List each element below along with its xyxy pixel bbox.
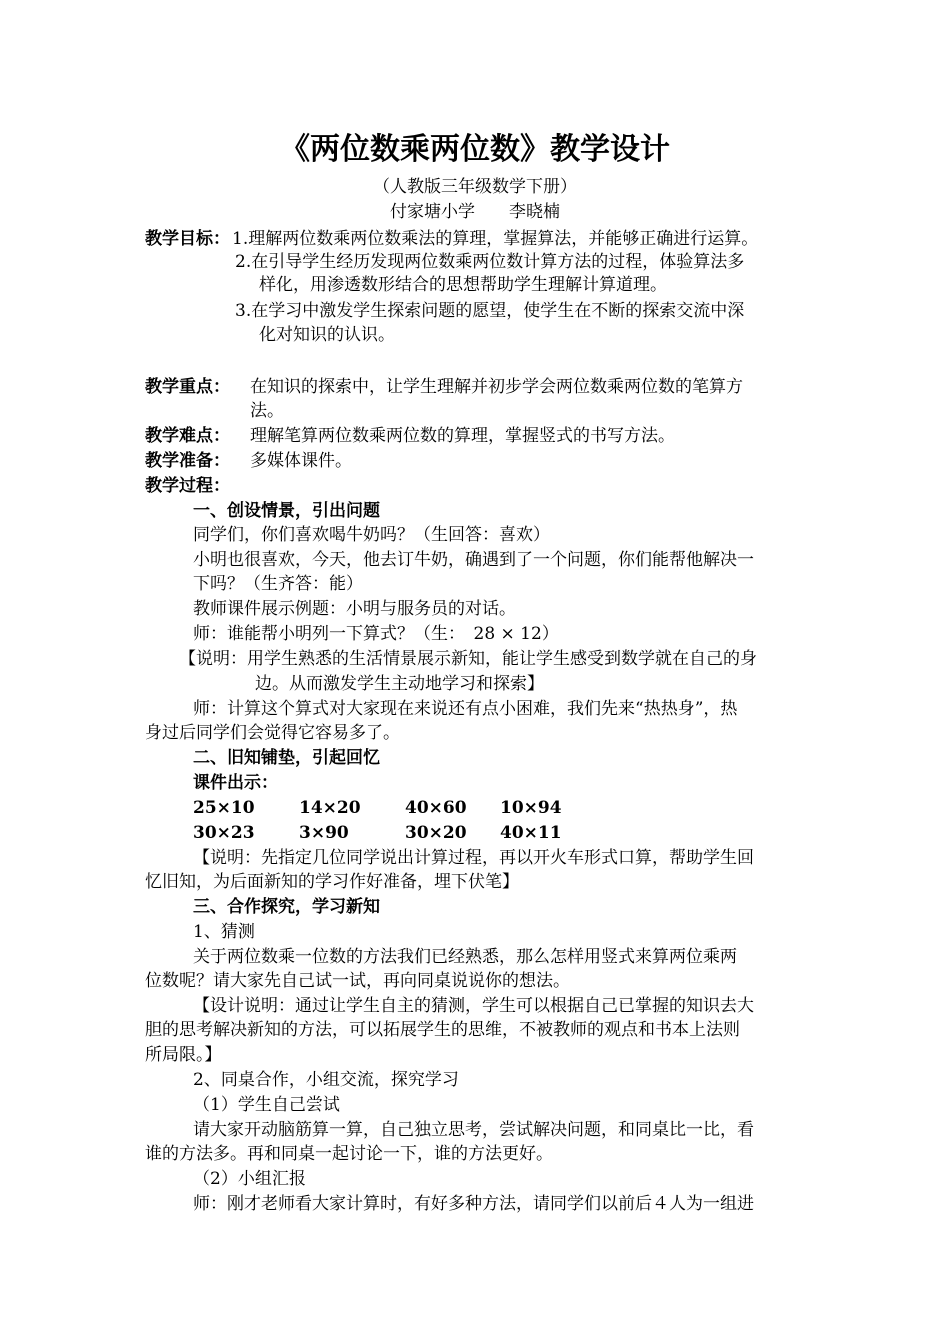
prep-label: 教学准备：: [145, 451, 230, 471]
difficulty-text: 理解笔算两位数乘两位数的算理，掌握竖式的书写方法。: [250, 426, 675, 446]
goal-3: 3.在学习中激发学生探索问题的愿望，使学生在不断的探索交流中深: [235, 301, 745, 321]
design-note-1: 【设计说明：通过让学生自主的猜测，学生可以根据自己已掌握的知识去大: [193, 996, 754, 1016]
calc-2-2: 3×90: [299, 823, 349, 843]
s1-line-1: 同学们，你们喜欢喝牛奶吗？（生回答：喜欢）: [193, 525, 550, 545]
goal-2-cont: 样化，用渗透数形结合的思想帮助学生理解计算道理。: [259, 275, 667, 295]
guess-line-1: 关于两位数乘一位数的方法我们已经熟悉，那么怎样用竖式来算两位乘两: [193, 947, 737, 967]
design-note-2: 胆的思考解决新知的方法，可以拓展学生的思维，不被教师的观点和书本上法则: [145, 1020, 740, 1040]
goals-label: 教学目标：: [145, 229, 230, 249]
calc-2-3: 30×20: [405, 823, 467, 843]
s1-line-3: 下吗？（生齐答：能）: [193, 574, 363, 594]
key-label: 教学重点：: [145, 377, 230, 397]
author-line: 付家塘小学 李晓楠: [390, 202, 560, 222]
try-heading: （1）学生自己尝试: [193, 1095, 340, 1115]
s1-teacher-2: 身过后同学们会觉得它容易多了。: [145, 723, 400, 743]
prep-text: 多媒体课件。: [250, 451, 352, 471]
calc-1-3: 40×60: [405, 798, 467, 818]
try-line-1: 请大家开动脑筋算一算，自己独立思考，尝试解决问题，和同桌比一比，看: [193, 1120, 754, 1140]
try-line-2: 谁的方法多。再和同桌一起讨论一下，谁的方法更好。: [145, 1144, 553, 1164]
s1-line-2: 小明也很喜欢，今天，他去订牛奶，确遇到了一个问题，你们能帮他解决一: [193, 550, 754, 570]
design-note-3: 所局限。】: [145, 1045, 222, 1065]
document-title: 《两位数乘两位数》教学设计: [280, 132, 670, 167]
s2-note-1: 【说明：先指定几位同学说出计算过程，再以开火车形式口算，帮助学生回: [193, 848, 754, 868]
report-line: 师：刚才老师看大家计算时，有好多种方法，请同学们以前后４人为一组进: [193, 1194, 754, 1214]
calc-1-1: 25×10: [193, 798, 255, 818]
process-label: 教学过程：: [145, 476, 230, 496]
s1-line-5: 师：谁能帮小明列一下算式？（生： 28 × 12）: [193, 624, 559, 644]
goal-1: 1.理解两位数乘两位数乘法的算理，掌握算法，并能够正确进行运算。: [232, 229, 759, 249]
s1-teacher-1: 师：计算这个算式对大家现在来说还有点小困难，我们先来“热热身”，热: [193, 699, 738, 719]
calc-1-4: 10×94: [500, 798, 562, 818]
goal-2: 2.在引导学生经历发现两位数乘两位数计算方法的过程，体验算法多: [235, 252, 745, 272]
s2-note-2: 忆旧知，为后面新知的学习作好准备，埋下伏笔】: [145, 872, 519, 892]
difficulty-label: 教学难点：: [145, 426, 230, 446]
section-2-heading: 二、旧知铺垫，引起回忆: [193, 748, 380, 768]
report-heading: （2）小组汇报: [193, 1169, 306, 1189]
subtitle: （人教版三年级数学下册）: [373, 177, 577, 197]
key-line-1: 在知识的探索中，让学生理解并初步学会两位数乘两位数的笔算方: [250, 377, 743, 397]
calc-2-4: 40×11: [500, 823, 562, 843]
s1-line-4: 教师课件展示例题：小明与服务员的对话。: [193, 599, 516, 619]
section-3-heading: 三、合作探究，学习新知: [193, 897, 380, 917]
goal-3-cont: 化对知识的认识。: [259, 325, 395, 345]
s1-note-2: 边。从而激发学生主动地学习和探索】: [255, 674, 544, 694]
courseware-label: 课件出示：: [193, 773, 278, 793]
key-line-2: 法。: [250, 401, 284, 421]
guess-line-2: 位数呢？请大家先自己试一试，再向同桌说说你的想法。: [145, 971, 570, 991]
section-1-heading: 一、创设情景，引出问题: [193, 501, 380, 521]
calc-2-1: 30×23: [193, 823, 255, 843]
guess-heading: 1、猜测: [193, 922, 255, 942]
s1-note-1: 【说明：用学生熟悉的生活情景展示新知，能让学生感受到数学就在自己的身: [179, 649, 757, 669]
calc-1-2: 14×20: [299, 798, 361, 818]
cooperate-heading: 2、同桌合作，小组交流，探究学习: [193, 1070, 459, 1090]
